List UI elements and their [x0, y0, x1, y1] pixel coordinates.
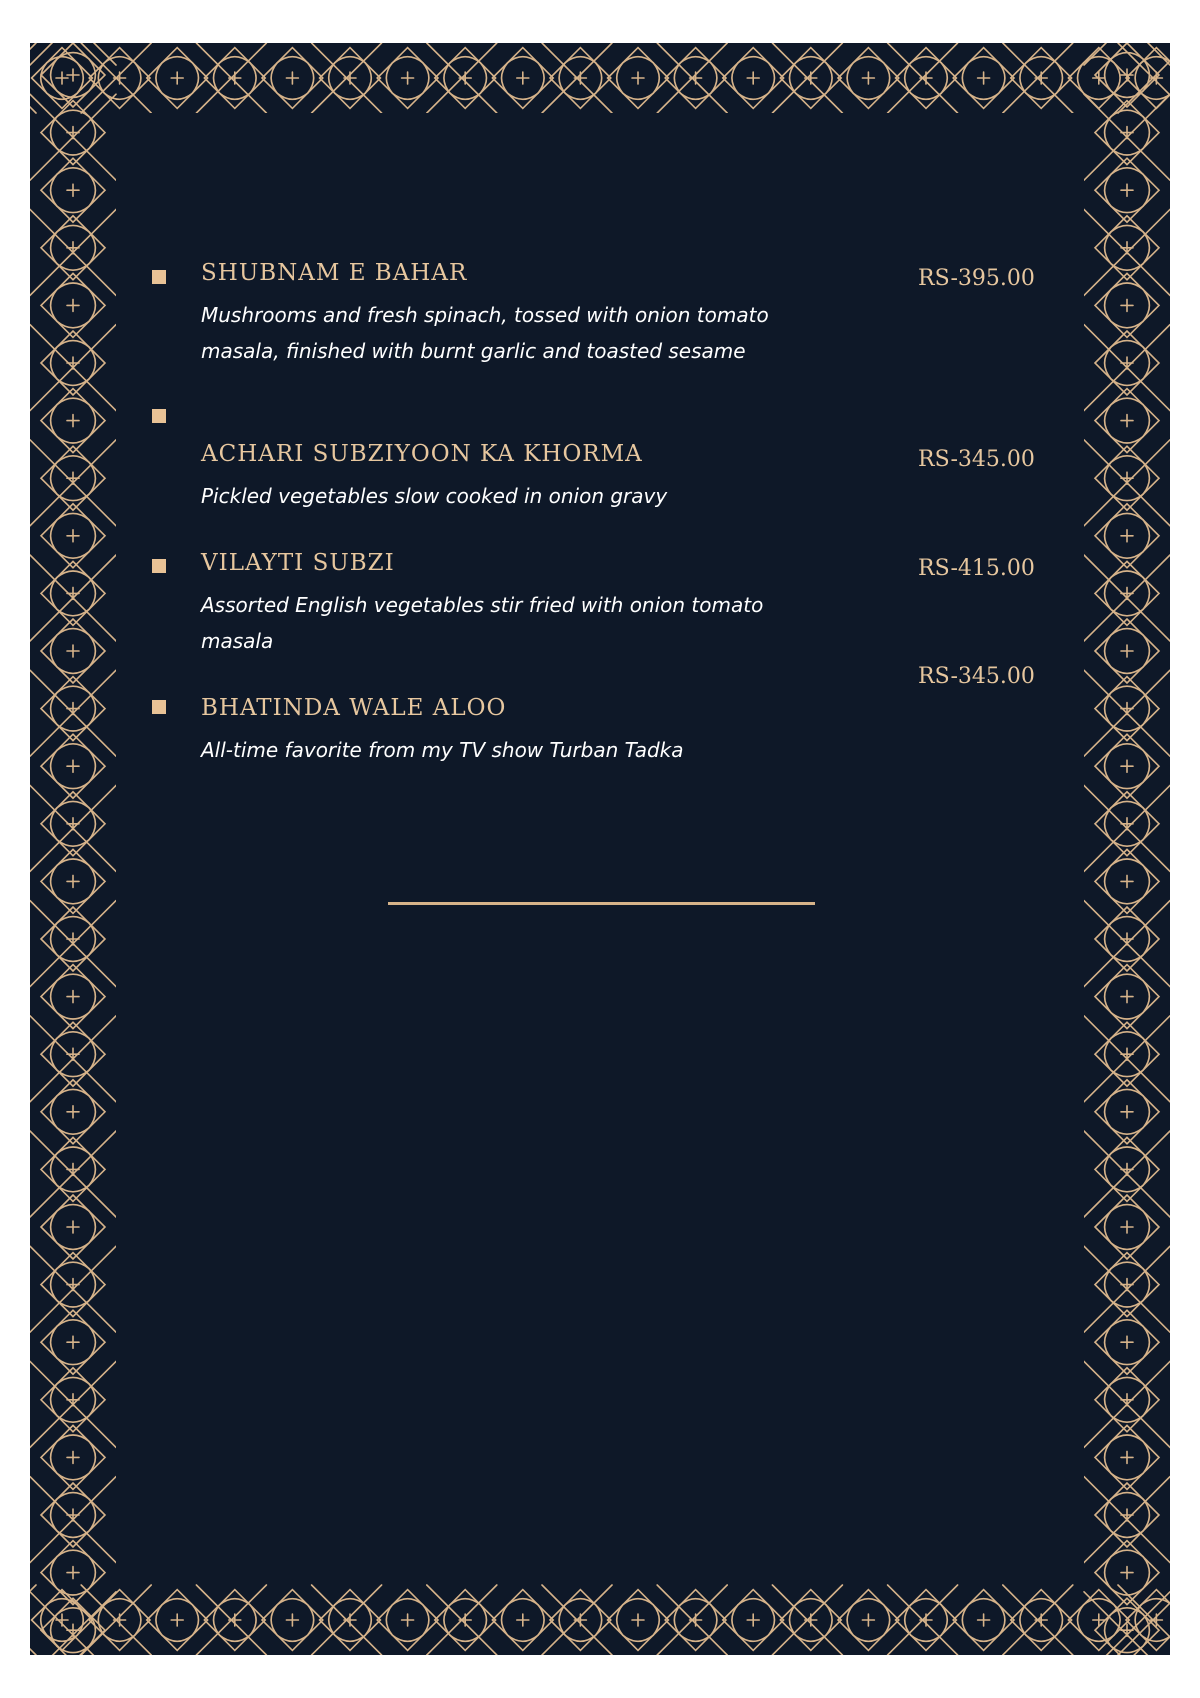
dish-name: VILAYTI SUBZI	[201, 550, 395, 576]
menu-list	[30, 43, 1170, 943]
dish-description: Mushrooms and fresh spinach, tossed with onion tomato masala, finished with burnt garlic and toasted sesame	[201, 303, 769, 363]
bullet-icon	[152, 559, 166, 573]
gold-divider	[388, 902, 815, 905]
dish-name: SHUBNAM E BAHAR	[201, 260, 468, 286]
dish-name: ACHARI SUBZIYOON KA KHORMA	[201, 441, 643, 467]
menu-page	[30, 43, 1170, 1655]
dish-price: RS-395.00	[918, 266, 1035, 291]
dish-description: All-time favorite from my TV show Turban Tadka	[201, 738, 684, 762]
dish-name: BHATINDA WALE ALOO	[201, 695, 507, 721]
dish-price: RS-415.00	[918, 556, 1035, 581]
dish-price: RS-345.00	[918, 664, 1035, 689]
dish-description: Assorted English vegetables stir fried with onion tomato masala	[201, 593, 764, 653]
bullet-icon	[152, 270, 166, 284]
bullet-icon	[152, 409, 166, 423]
bullet-icon	[152, 700, 166, 714]
dish-price: RS-345.00	[918, 447, 1035, 472]
dish-description: Pickled vegetables slow cooked in onion gravy	[201, 484, 668, 508]
